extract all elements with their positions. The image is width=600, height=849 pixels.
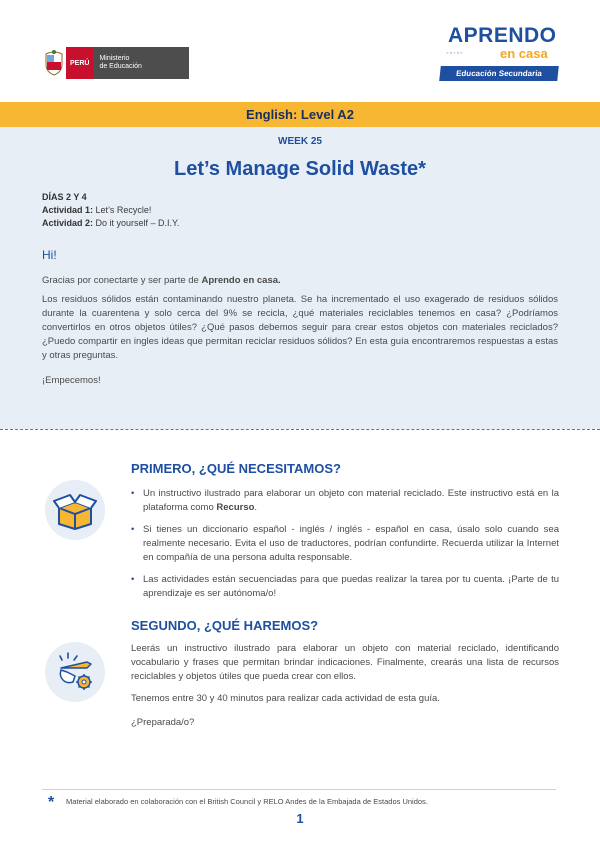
pencil-gear-icon — [45, 642, 105, 702]
page-header — [0, 0, 600, 102]
section2-heading: SEGUNDO, ¿QUÉ HAREMOS? — [131, 618, 319, 633]
footnote-text: Material elaborado en colaboración con el British Council y RELO Andes de la Embajada de Estados Unidos. — [66, 797, 428, 806]
intro-section — [0, 127, 600, 429]
intro-p1-bold: Aprendo en casa. — [201, 275, 281, 286]
footnote-star: * — [48, 794, 55, 811]
list-item — [131, 487, 559, 515]
section2-paragraph-2: Tenemos entre 30 y 40 minutos para realizar cada actividad de esta guía. — [131, 693, 440, 704]
dashed-divider — [0, 429, 600, 430]
intro-paragraph-3: ¡Empecemos! — [42, 375, 101, 386]
level-label: English: Level A2 — [246, 107, 354, 122]
week-label: WEEK 25 — [278, 136, 322, 147]
bullet1-end: . — [254, 502, 258, 513]
intro-paragraph-2: Los residuos sólidos están contaminando nuestro planeta. Se ha incrementado el uso exagerado de residuos sólidos durante la cuarentena y solo cerca del 9% se recicla, ¿qué materiales reciclables tenemos en casa? ¿Podríamos convertirlos en otros objetos útiles? ¿Qué pasos debemos seguir para crear estos objetos con materiales reciclados? ¿Puedo compartir en ingles ideas que permitan reciclar residuos sólidos? En esta guía encontraremos respuestas a estas y otras preguntas. — [42, 294, 558, 361]
section1-heading: PRIMERO, ¿QUÉ NECESITAMOS? — [131, 461, 341, 476]
intro-paragraph-1 — [42, 274, 558, 288]
aprendo-en-casa-logo — [440, 24, 560, 86]
ministry-line2: de Educación — [99, 63, 142, 70]
intro-p1-text: Gracias por conectarte y ser parte de — [42, 275, 202, 286]
bullet1-bold: Recurso — [216, 502, 255, 513]
list-item: • Si tienes un diccionario español - inglés / inglés - español en casa, úsalo solo cuando sea realmente necesario. Evita el uso de traductores, podrían confundirte. Recuerda utilizar la Internet en compañía de una persona adulta responsable. — [131, 523, 559, 565]
activity1-text: Let’s Recycle! — [93, 205, 152, 215]
activity1-label: Actividad 1: — [42, 205, 94, 215]
brand-word: APRENDO — [448, 24, 557, 47]
brand-band: Educación Secundaria — [439, 66, 559, 81]
list-item: • Las actividades están secuenciadas para que puedas realizar la tarea por tu cuenta. ¡Parte de tu aprendizaje es ser autónoma/o! — [131, 573, 559, 601]
peru-label: PERÚ — [66, 47, 93, 79]
ministry-line1: Ministerio — [99, 55, 130, 62]
section2-paragraph-3: ¿Preparada/o? — [131, 717, 195, 728]
activity2-text: Do it yourself – D.I.Y. — [93, 218, 180, 228]
days-label: DÍAS 2 Y 4 — [42, 192, 87, 202]
page-title: Let’s Manage Solid Waste* — [174, 158, 426, 180]
peru-shield-icon — [42, 47, 66, 79]
brand-dots-icon: ◦▫◦▫◦ — [446, 50, 464, 57]
activity2-label: Actividad 2: — [42, 218, 94, 228]
box-icon — [45, 480, 105, 540]
ministry-label — [93, 47, 189, 79]
brand-sub: en casa — [500, 46, 548, 61]
greeting: Hi! — [42, 248, 57, 262]
days-block — [42, 191, 179, 230]
page-number: 1 — [296, 811, 304, 826]
needs-list — [131, 487, 559, 609]
footer-divider — [42, 789, 556, 790]
bullet1-text: Un instructivo ilustrado para elaborar un objeto con material reciclado. Este instructivo está en la plataforma como — [143, 488, 559, 513]
ministry-logo — [42, 47, 189, 79]
section2-paragraph-1: Leerás un instructivo ilustrado para elaborar un objeto con material reciclado, identificando vocabulario y frases que permitan brindar indicaciones. Finalmente, crearás una lista de recursos reciclables y objetos útiles que pueda crear con ellos. — [131, 643, 559, 682]
level-bar — [0, 102, 600, 127]
